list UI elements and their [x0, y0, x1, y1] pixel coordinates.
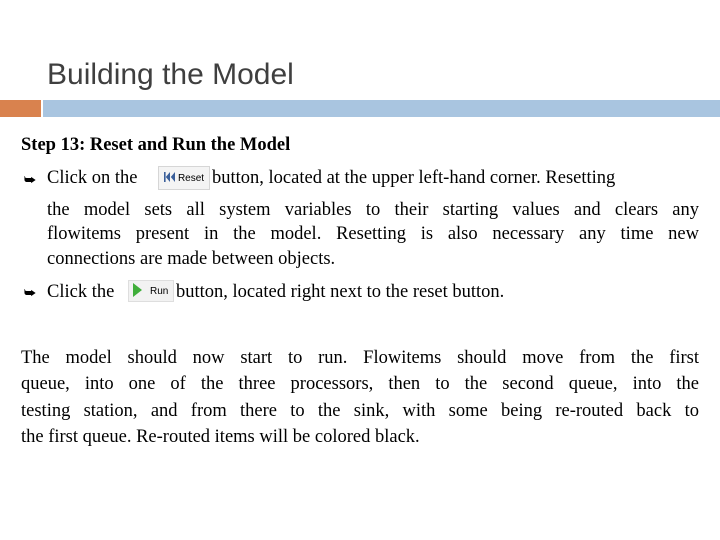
bullet1-line2: the model sets all system variables to their starting values and clears any [47, 200, 699, 220]
paragraph-line1: The model should now start to run. Flowitems should move from the first [21, 348, 699, 368]
paragraph-line2: queue, into one of the three processors, then to the second queue, into the [21, 374, 699, 394]
bullet1-line4: connections are made between objects. [47, 249, 336, 269]
skip-back-icon [164, 172, 176, 185]
accent-bar-blue [43, 100, 720, 117]
accent-bar-orange [0, 100, 41, 117]
slide-title: Building the Model [47, 58, 294, 91]
reset-button-label: Reset [177, 172, 205, 184]
bullet2-prefix: Click the [47, 282, 115, 302]
step-heading: Step 13: Reset and Run the Model [21, 135, 291, 155]
bullet1-line3: flowitems present in the model. Resetting is also necessary any time new [47, 224, 699, 244]
run-button[interactable] [128, 280, 174, 302]
run-button-label: Run [150, 285, 169, 297]
bullet1-suffix: button, located at the upper left-hand corner. Resetting [212, 168, 616, 188]
arrow-bullet-icon: ⮩ [24, 285, 37, 300]
paragraph-line4: the first queue. Re-routed items will be colored black. [21, 427, 420, 447]
bullet2-suffix: button, located right next to the reset button. [176, 282, 505, 302]
paragraph-line3: testing station, and from there to the sink, with some being re-routed back to [21, 401, 699, 421]
bullet1-prefix: Click on the [47, 168, 138, 188]
arrow-bullet-icon: ⮩ [24, 172, 37, 187]
reset-button[interactable] [158, 166, 210, 190]
play-icon [133, 283, 142, 300]
